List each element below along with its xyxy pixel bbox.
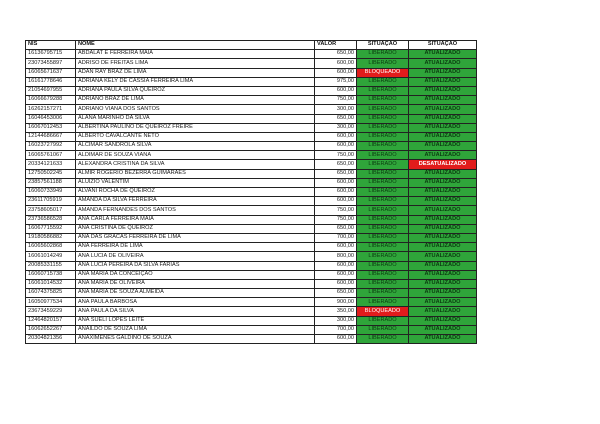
value-cell: 350,00 [315,307,357,316]
nis-cell: 19180586882 [26,233,76,242]
value-cell: 650,00 [315,169,357,178]
status-cell: LIBERADO [357,50,409,59]
table-row [26,224,477,233]
nis-cell: 20334121633 [26,160,76,169]
nis-cell: 16061014532 [26,279,76,288]
status-cell: BLOQUEADO [357,307,409,316]
name-cell: ADRISO DE FREITAS LIMA [76,59,315,68]
status-cell: LIBERADO [357,77,409,86]
update-status-cell: ATUALIZADO [409,142,477,151]
update-status-cell: ATUALIZADO [409,96,477,105]
nis-cell: 12750502245 [26,169,76,178]
value-cell: 600,00 [315,132,357,141]
table-row [26,86,477,95]
value-cell: 300,00 [315,105,357,114]
name-cell: AMANDA DA SILVA FERREIRA [76,197,315,206]
value-cell: 600,00 [315,68,357,77]
value-cell: 700,00 [315,233,357,242]
table-row [26,68,477,77]
table-row [26,105,477,114]
table-row [26,307,477,316]
update-status-cell: ATUALIZADO [409,215,477,224]
update-status-cell: ATUALIZADO [409,224,477,233]
status-cell: LIBERADO [357,123,409,132]
nis-cell: 20085331155 [26,261,76,270]
status-cell: LIBERADO [357,215,409,224]
table-row [26,261,477,270]
status-cell: LIBERADO [357,233,409,242]
nis-cell: 16065671637 [26,68,76,77]
value-cell: 600,00 [315,261,357,270]
status-cell: LIBERADO [357,197,409,206]
table-row [26,215,477,224]
table-row [26,252,477,261]
table-row [26,197,477,206]
header-situacao-atualizacao: SITUAÇÃO [409,41,477,50]
status-cell: LIBERADO [357,261,409,270]
nis-cell: 16066679288 [26,96,76,105]
value-cell: 750,00 [315,215,357,224]
status-cell: LIBERADO [357,178,409,187]
name-cell: ABDALAT E FERREIRA MAIA [76,50,315,59]
nis-cell: 23611705919 [26,197,76,206]
nis-cell: 16161778646 [26,77,76,86]
header-nome: NOME [76,41,315,50]
value-cell: 650,00 [315,289,357,298]
table-row [26,96,477,105]
value-cell: 900,00 [315,298,357,307]
table-row [26,142,477,151]
update-status-cell: ATUALIZADO [409,261,477,270]
status-cell: LIBERADO [357,86,409,95]
update-status-cell: ATUALIZADO [409,197,477,206]
update-status-cell: ATUALIZADO [409,169,477,178]
value-cell: 300,00 [315,123,357,132]
update-status-cell: ATUALIZADO [409,68,477,77]
table-body [26,50,477,344]
update-status-cell: ATUALIZADO [409,335,477,344]
update-status-cell: ATUALIZADO [409,178,477,187]
name-cell: ALUIZIO VALENTIM [76,178,315,187]
table-row [26,335,477,344]
status-cell: LIBERADO [357,325,409,334]
status-cell: LIBERADO [357,279,409,288]
name-cell: ANA PAULA DA SILVA [76,307,315,316]
table-row [26,325,477,334]
table-row [26,188,477,197]
value-cell: 600,00 [315,243,357,252]
status-cell: LIBERADO [357,252,409,261]
update-status-cell: ATUALIZADO [409,279,477,288]
value-cell: 750,00 [315,151,357,160]
header-row [26,41,477,50]
nis-cell: 16060715738 [26,270,76,279]
nis-cell: 16060733949 [26,188,76,197]
beneficiary-table [25,40,477,344]
status-cell: BLOQUEADO [357,68,409,77]
nis-cell: 16023727992 [26,142,76,151]
update-status-cell: ATUALIZADO [409,243,477,252]
update-status-cell: ATUALIZADO [409,105,477,114]
name-cell: ANA LUCIA DE OLIVEIRA [76,252,315,261]
name-cell: ANAXIMENES GALDINO DE SOUZA [76,335,315,344]
value-cell: 600,00 [315,279,357,288]
status-cell: LIBERADO [357,188,409,197]
value-cell: 600,00 [315,86,357,95]
name-cell: ANA CRISTINA DE QUEIROZ [76,224,315,233]
nis-cell: 16067012453 [26,123,76,132]
update-status-cell: ATUALIZADO [409,298,477,307]
update-status-cell: ATUALIZADO [409,252,477,261]
update-status-cell: ATUALIZADO [409,233,477,242]
name-cell: ANA MARIA DE OLIVEIRA [76,279,315,288]
status-cell: LIBERADO [357,114,409,123]
name-cell: ADRIANA PAULA SILVA QUEIROZ [76,86,315,95]
name-cell: ANA PAULA BARBOSA [76,298,315,307]
name-cell: ALVANI ROCHA DE QUEIROZ [76,188,315,197]
status-cell: LIBERADO [357,289,409,298]
update-status-cell: ATUALIZADO [409,325,477,334]
table-row [26,59,477,68]
table-row [26,169,477,178]
status-cell: LIBERADO [357,298,409,307]
name-cell: ALMIR ROGERIO BEZERRA GUIMARAES [76,169,315,178]
name-cell: ALEXANDRA CRISTINA DA SILVA [76,160,315,169]
status-cell: LIBERADO [357,224,409,233]
status-cell: LIBERADO [357,169,409,178]
name-cell: ADRIANO BRAZ DE LIMA [76,96,315,105]
value-cell: 600,00 [315,59,357,68]
name-cell: ANAILDO DE SOUZA LIMA [76,325,315,334]
table-row [26,270,477,279]
name-cell: ADAN RAY BRAZ DE LIMA [76,68,315,77]
nis-cell: 23673459229 [26,307,76,316]
update-status-cell: ATUALIZADO [409,86,477,95]
name-cell: ANA LUCIA PEREIRA DA SILVA FARIAS [76,261,315,270]
name-cell: ADRIANA KELY DE CASSIA FERREIRA LIMA [76,77,315,86]
value-cell: 700,00 [315,325,357,334]
nis-cell: 16262157271 [26,105,76,114]
name-cell: ANA CARLA FERREIRA MAIA [76,215,315,224]
update-status-cell: ATUALIZADO [409,316,477,325]
nis-cell: 20304821356 [26,335,76,344]
table-row [26,160,477,169]
update-status-cell: ATUALIZADO [409,132,477,141]
name-cell: ANA FERREIRA DE LIMA [76,243,315,252]
table-row [26,178,477,187]
nis-cell: 12464820157 [26,316,76,325]
name-cell: ANA SUELI LOPES LEITE [76,316,315,325]
update-status-cell: ATUALIZADO [409,50,477,59]
header-situacao: SITUAÇÃO [357,41,409,50]
table-row [26,316,477,325]
table-row [26,289,477,298]
update-status-cell: ATUALIZADO [409,77,477,86]
table-row [26,279,477,288]
update-status-cell: ATUALIZADO [409,206,477,215]
status-cell: LIBERADO [357,105,409,114]
value-cell: 600,00 [315,178,357,187]
value-cell: 650,00 [315,114,357,123]
nis-cell: 16050977534 [26,298,76,307]
table-row [26,114,477,123]
name-cell: ANA DAS GRACAS FERREIRA DE LIMA [76,233,315,242]
update-status-cell: ATUALIZADO [409,151,477,160]
name-cell: ALANA MARINHO DA SILVA [76,114,315,123]
table-row [26,123,477,132]
name-cell: AMANDA FERNANDES DOS SANTOS [76,206,315,215]
status-cell: LIBERADO [357,151,409,160]
name-cell: ALBERTO CAVALCANTE NETO [76,132,315,141]
update-status-cell: ATUALIZADO [409,114,477,123]
status-cell: LIBERADO [357,160,409,169]
nis-cell: 16074375825 [26,289,76,298]
value-cell: 600,00 [315,270,357,279]
update-status-cell: ATUALIZADO [409,123,477,132]
nis-cell: 16065602868 [26,243,76,252]
value-cell: 750,00 [315,96,357,105]
nis-cell: 23857561188 [26,178,76,187]
nis-cell: 16136795715 [26,50,76,59]
table-row [26,298,477,307]
table-row [26,233,477,242]
update-status-cell: DESATUALIZADO [409,160,477,169]
name-cell: ADRIANO VIANA DOS SANTOS [76,105,315,114]
nis-cell: 16046453006 [26,114,76,123]
value-cell: 600,00 [315,335,357,344]
nis-cell: 12144686667 [26,132,76,141]
name-cell: ALDIMAR DE SOUZA VIANA [76,151,315,160]
nis-cell: 23758605017 [26,206,76,215]
status-cell: LIBERADO [357,270,409,279]
table-row [26,243,477,252]
value-cell: 650,00 [315,160,357,169]
nis-cell: 16061014249 [26,252,76,261]
table-row [26,206,477,215]
nis-cell: 23736586528 [26,215,76,224]
value-cell: 650,00 [315,224,357,233]
name-cell: ANA MARIA DE SOUZA ALMEIDA [76,289,315,298]
nis-cell: 23073455897 [26,59,76,68]
header-nis: NIS [26,41,76,50]
update-status-cell: ATUALIZADO [409,270,477,279]
status-cell: LIBERADO [357,132,409,141]
name-cell: ALBERTINA PAULINO DE QUEIROZ FREIRE [76,123,315,132]
nis-cell: 16062652267 [26,325,76,334]
table-row [26,77,477,86]
value-cell: 600,00 [315,142,357,151]
nis-cell: 16065761067 [26,151,76,160]
value-cell: 975,00 [315,77,357,86]
status-cell: LIBERADO [357,243,409,252]
value-cell: 650,00 [315,50,357,59]
name-cell: ANA MARIA DA CONCEIÇÃO [76,270,315,279]
update-status-cell: ATUALIZADO [409,59,477,68]
value-cell: 600,00 [315,197,357,206]
header-valor: VALOR [315,41,357,50]
table-row [26,50,477,59]
status-cell: LIBERADO [357,59,409,68]
status-cell: LIBERADO [357,142,409,151]
value-cell: 800,00 [315,252,357,261]
table-row [26,132,477,141]
status-cell: LIBERADO [357,335,409,344]
status-cell: LIBERADO [357,316,409,325]
update-status-cell: ATUALIZADO [409,307,477,316]
nis-cell: 21054697955 [26,86,76,95]
name-cell: ALCIMAR SANDROLA SILVA [76,142,315,151]
value-cell: 300,00 [315,316,357,325]
update-status-cell: ATUALIZADO [409,289,477,298]
status-cell: LIBERADO [357,96,409,105]
status-cell: LIBERADO [357,206,409,215]
value-cell: 600,00 [315,188,357,197]
nis-cell: 16067715592 [26,224,76,233]
value-cell: 750,00 [315,206,357,215]
update-status-cell: ATUALIZADO [409,188,477,197]
table-row [26,151,477,160]
